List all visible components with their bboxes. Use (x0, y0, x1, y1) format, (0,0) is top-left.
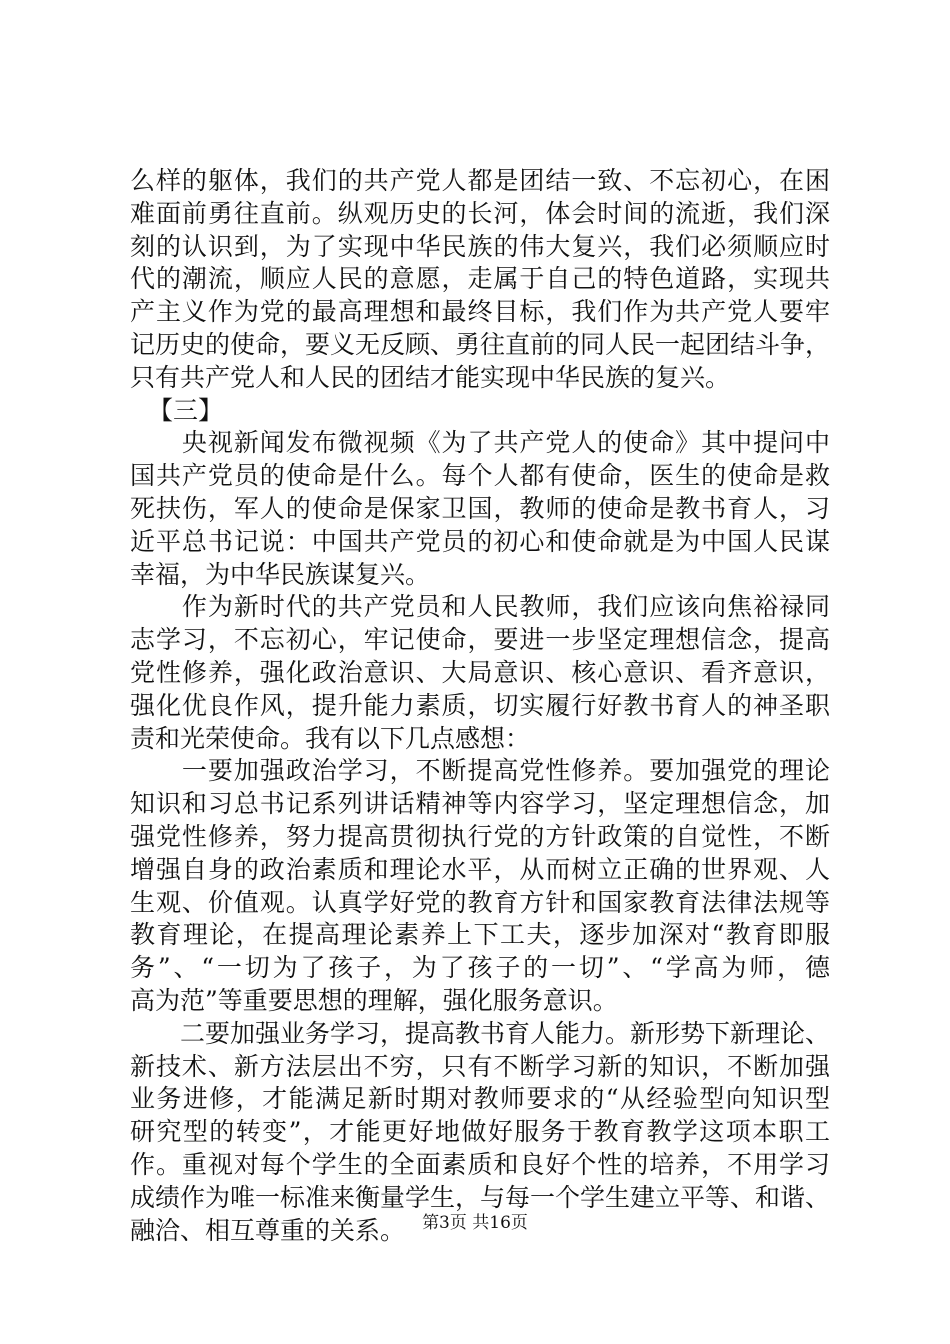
text-line: 高为范”等重要思想的理解，强化服务意识。 (130, 985, 618, 1015)
text-line: 融洽、相互尊重的关系。 (130, 1215, 406, 1245)
text-line: 二要加强业务学习，提高教书育人能力。新形势下新理论、 (130, 1018, 831, 1048)
section-heading: 【三】 (148, 395, 224, 425)
text-line: 产主义作为党的最高理想和最终目标，我们作为共产党人要牢 (130, 297, 830, 327)
text-line: 幸福，为中华民族谋复兴。 (130, 559, 431, 589)
text-line: 教育理论，在提高理论素养上下工夫，逐步加深对“教育即服 (130, 920, 830, 950)
page-footer: 第3页 共16页 (422, 1213, 528, 1233)
text-line: 强化优良作风，提升能力素质，切实履行好教书育人的神圣职 (130, 690, 830, 720)
text-line: 么样的躯体，我们的共产党人都是团结一致、不忘初心，在困 (130, 166, 830, 195)
text-line: 作为新时代的共产党员和人民教师，我们应该向焦裕禄同 (130, 592, 830, 622)
text-line: 央视新闻发布微视频《为了共产党人的使命》其中提问中 (130, 428, 830, 458)
text-line: 增强自身的政治素质和理论水平，从而树立正确的世界观、人 (130, 854, 830, 884)
text-line: 党性修养，强化政治意识、大局意识、核心意识、看齐意识， (130, 657, 830, 687)
text-line: 务”、“一切为了孩子，为了孩子的一切”、“学高为师，德 (130, 953, 830, 983)
text-line: 作。重视对每个学生的全面素质和良好个性的培养，不用学习 (130, 1149, 830, 1179)
text-line: 责和光荣使命。我有以下几点感想： (130, 723, 531, 753)
text-line: 新技术、新方法层出不穷，只有不断学习新的知识，不断加强 (130, 1051, 830, 1081)
text-line: 志学习，不忘初心，牢记使命，要进一步坚定理想信念，提高 (130, 625, 830, 655)
text-line: 死扶伤，军人的使命是保家卫国，教师的使命是教书育人，习 (130, 493, 830, 523)
text-line: 生观、价值观。认真学好党的教育方针和国家教育法律法规等 (130, 887, 830, 917)
text-line: 难面前勇往直前。纵观历史的长河，体会时间的流逝，我们深 (130, 198, 830, 228)
text-line: 记历史的使命，要义无反顾、勇往直前的同人民一起团结斗争， (130, 329, 831, 359)
document-body (130, 165, 830, 1247)
text-line: 一要加强政治学习，不断提高党性修养。要加强党的理论 (130, 756, 830, 786)
text-line: 只有共产党人和人民的团结才能实现中华民族的复兴。 (130, 362, 731, 392)
text-line: 国共产党员的使命是什么。每个人都有使命，医生的使命是救 (130, 461, 830, 491)
text-line: 代的潮流，顺应人民的意愿，走属于自己的特色道路，实现共 (130, 264, 830, 294)
text-line: 成绩作为唯一标准来衡量学生，与每一个学生建立平等、和谐、 (130, 1182, 831, 1212)
text-line: 知识和习总书记系列讲话精神等内容学习，坚定理想信念，加 (130, 789, 830, 819)
text-line: 刻的认识到，为了实现中华民族的伟大复兴，我们必须顺应时 (130, 231, 830, 261)
text-line: 近平总书记说：中国共产党员的初心和使命就是为中国人民谋 (130, 526, 830, 556)
text-line: 强党性修养，努力提高贯彻执行党的方针政策的自觉性，不断 (130, 821, 830, 851)
text-line: 研究型的转变”，才能更好地做好服务于教育教学这项本职工 (130, 1117, 830, 1147)
text-line: 业务进修，才能满足新时期对教师要求的“从经验型向知识型 (130, 1084, 830, 1114)
